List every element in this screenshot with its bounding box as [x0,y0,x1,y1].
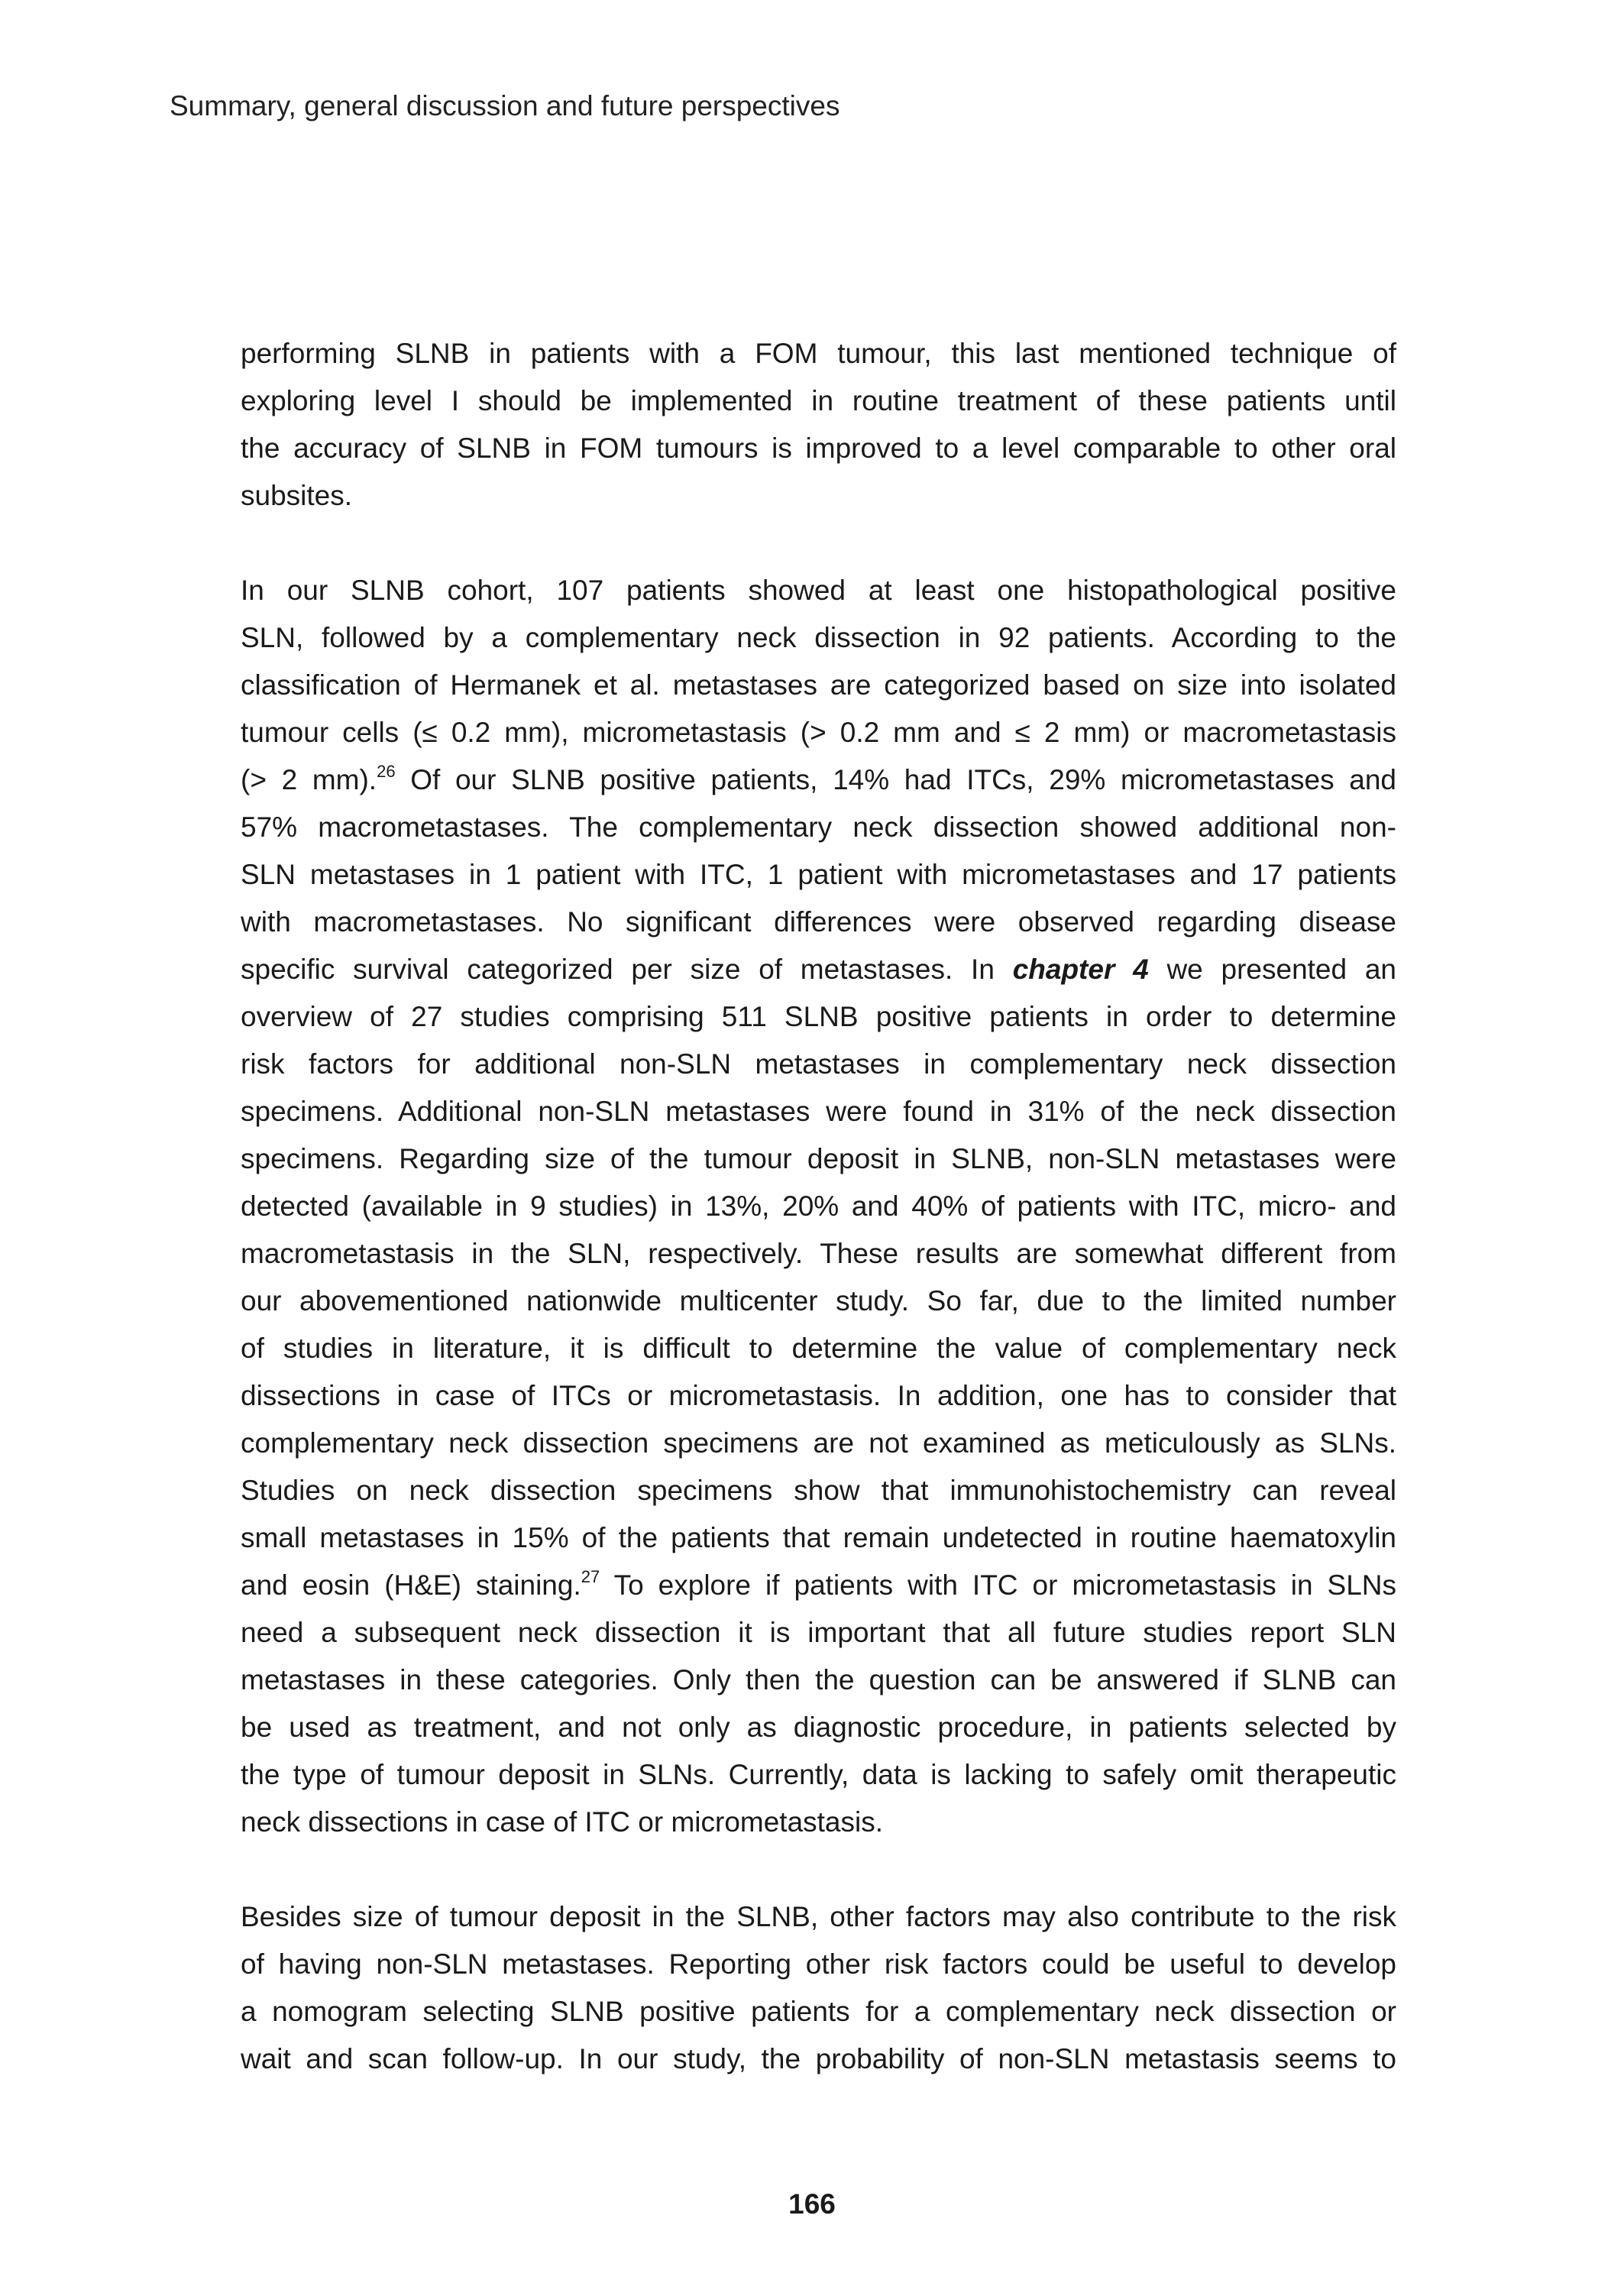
text-segment: overview of 27 studies comprising 511 SLNB positive patients in order to determine [241,1001,1396,1032]
paragraph [241,1893,1396,2083]
text-line [241,425,1396,472]
text-segment: a nomogram selecting SLNB positive patients for a complementary neck dissection or [241,1996,1396,2027]
page-number: 166 [788,2188,836,2220]
text-segment: exploring level I should be implemented in routine treatment of these patients until [241,385,1396,416]
text-segment: neck dissections in case of ITC or micrometastasis. [241,1806,884,1838]
text-segment: specimens. Additional non-SLN metastases were found in 31% of the neck dissection [241,1096,1396,1127]
text-line [241,1751,1396,1799]
citation-superscript: 27 [581,1567,600,1586]
text-line [241,1799,1396,1846]
text-segment: tumour cells (≤ 0.2 mm), micrometastasis (> 0.2 mm and ≤ 2 mm) or macrometastasis [241,717,1396,748]
text-line [241,1135,1396,1183]
text-line [241,1514,1396,1562]
text-segment: risk factors for additional non-SLN metastases in complementary neck dissection [241,1048,1396,1080]
chapter-reference: chapter 4 [1012,954,1149,985]
text-line [241,1893,1396,1941]
text-segment: and eosin (H&E) staining. [241,1569,581,1601]
text-segment: SLN metastases in 1 patient with ITC, 1 patient with micrometastases and 17 patients [241,859,1396,890]
text-line [241,946,1396,993]
text-segment: subsites. [241,480,353,511]
text-line [241,1325,1396,1372]
text-segment: specific survival categorized per size of metastases. In [241,954,1013,985]
text-line [241,377,1396,425]
text-segment: be used as treatment, and not only as diagnostic procedure, in patients selected by [241,1712,1396,1743]
text-segment: To explore if patients with ITC or micrometastasis in SLNs [600,1569,1397,1601]
text-line [241,614,1396,662]
text-segment: dissections in case of ITCs or micrometastasis. In addition, one has to consider that [241,1380,1396,1411]
text-segment: Besides size of tumour deposit in the SLNB, other factors may also contribute to the risk [241,1901,1396,1932]
text-segment: with macrometastases. No significant differences were observed regarding disease [241,906,1396,938]
text-line [241,1467,1396,1514]
text-segment: the type of tumour deposit in SLNs. Currently, data is lacking to safely omit therapeutic [241,1759,1396,1790]
text-line [241,1941,1396,1988]
text-segment: Of our SLNB positive patients, 14% had ITCs, 29% micrometastases and [395,764,1397,795]
text-line [241,899,1396,946]
text-segment: Studies on neck dissection specimens show that immunohistochemistry can reveal [241,1475,1396,1506]
text-segment: of studies in literature, it is difficult to determine the value of complementary neck [241,1333,1396,1364]
text-line [241,709,1396,756]
text-line [241,1704,1396,1751]
text-segment: wait and scan follow-up. In our study, the probability of non-SLN metastasis seems to [241,2043,1396,2074]
body-text [241,330,1396,2130]
text-line [241,1088,1396,1135]
text-segment: of having non-SLN metastases. Reporting other risk factors could be useful to develop [241,1948,1396,1980]
text-line [241,1420,1396,1467]
text-line [241,1609,1396,1657]
text-segment: In our SLNB cohort, 107 patients showed at least one histopathological positive [241,575,1396,606]
text-line [241,1988,1396,2036]
text-segment: need a subsequent neck dissection it is important that all future studies report SLN [241,1617,1396,1648]
text-segment: 57% macrometastases. The complementary neck dissection showed additional non- [241,811,1396,843]
text-line [241,1372,1396,1420]
text-segment: small metastases in 15% of the patients that remain undetected in routine haematoxylin [241,1522,1396,1553]
text-line [241,1230,1396,1278]
text-line [241,330,1396,377]
text-line [241,1183,1396,1230]
running-header: Summary, general discussion and future perspectives [170,90,840,121]
text-segment: the accuracy of SLNB in FOM tumours is improved to a level comparable to other oral [241,432,1396,464]
text-segment: macrometastasis in the SLN, respectively. These results are somewhat different from [241,1238,1396,1269]
text-line [241,993,1396,1041]
text-segment: performing SLNB in patients with a FOM tumour, this last mentioned technique of [241,338,1396,369]
text-line [241,756,1396,804]
citation-superscript: 26 [377,762,396,781]
text-segment: we presented an [1148,954,1397,985]
text-segment: SLN, followed by a complementary neck dissection in 92 patients. According to the [241,622,1396,653]
text-line [241,851,1396,899]
text-line [241,567,1396,614]
text-line [241,662,1396,709]
text-segment: metastases in these categories. Only then the question can be answered if SLNB can [241,1664,1396,1695]
text-line [241,472,1396,520]
text-segment: (> 2 mm). [241,764,377,795]
text-line [241,1562,1396,1609]
text-line [241,1657,1396,1704]
paragraph [241,567,1396,1846]
text-segment: specimens. Regarding size of the tumour deposit in SLNB, non-SLN metastases were [241,1143,1396,1174]
text-segment: detected (available in 9 studies) in 13%, 20% and 40% of patients with ITC, micro- and [241,1190,1396,1222]
text-segment: complementary neck dissection specimens are not examined as meticulously as SLNs. [241,1427,1396,1459]
paragraph [241,330,1396,520]
text-segment: our abovementioned nationwide multicenter study. So far, due to the limited number [241,1285,1396,1317]
text-line [241,1278,1396,1325]
text-segment: classification of Hermanek et al. metastases are categorized based on size into isolated [241,669,1396,701]
text-line [241,804,1396,851]
text-line [241,2036,1396,2083]
text-line [241,1041,1396,1088]
